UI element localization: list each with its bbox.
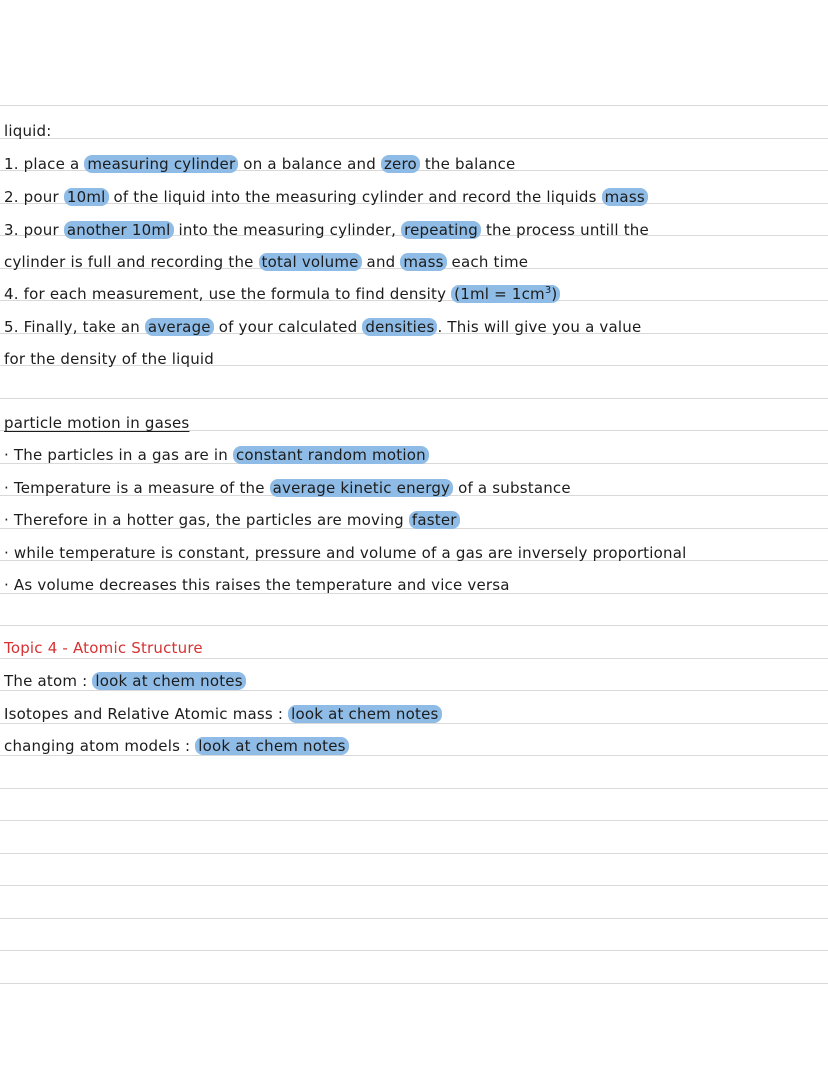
- highlight: [451, 285, 560, 303]
- highlight: mass: [400, 253, 446, 271]
- step-2: [4, 187, 824, 207]
- highlight: measuring cylinder: [84, 155, 238, 173]
- gas-bullet-1: [4, 445, 824, 465]
- ruled-line: [0, 398, 828, 399]
- highlight: total volume: [259, 253, 362, 271]
- text: each time: [446, 253, 529, 271]
- text: . This will give you a value: [437, 318, 642, 336]
- text: 1. place a: [4, 155, 85, 173]
- highlight: repeating: [401, 221, 481, 239]
- highlight: densities: [362, 318, 437, 336]
- highlight: mass: [602, 188, 648, 206]
- step-1: [4, 154, 824, 174]
- ruled-line: [0, 788, 828, 789]
- step-5b: for the density of the liquid: [4, 350, 215, 368]
- text: Isotopes and Relative Atomic mass :: [4, 705, 289, 723]
- text: of your calculated: [213, 318, 363, 336]
- heading-text: particle motion in gases: [4, 414, 190, 432]
- ruled-line: [0, 658, 828, 659]
- topic-4-row-3: [4, 736, 824, 756]
- text: the process untill the: [480, 221, 649, 239]
- ruled-line: [0, 950, 828, 951]
- highlight: look at chem notes: [288, 705, 441, 723]
- topic-4-row-2: [4, 704, 824, 724]
- text: the balance: [419, 155, 516, 173]
- ruled-line: [0, 625, 828, 626]
- gases-heading: [4, 413, 824, 433]
- text: · Temperature is a measure of the: [4, 479, 270, 497]
- gas-bullet-3: [4, 510, 824, 530]
- highlight: faster: [409, 511, 460, 529]
- text: 3. pour: [4, 221, 64, 239]
- gas-bullet-5: · As volume decreases this raises the temperature and vice versa: [4, 576, 510, 594]
- highlight: zero: [381, 155, 420, 173]
- text: changing atom models :: [4, 737, 196, 755]
- text: into the measuring cylinder,: [173, 221, 402, 239]
- step-4: [4, 284, 824, 304]
- text: (1ml = 1cm: [454, 285, 545, 303]
- highlight: constant random motion: [233, 446, 429, 464]
- text: 4. for each measurement, use the formula to find density: [4, 285, 452, 303]
- text: ): [551, 285, 558, 303]
- text: of a substance: [453, 479, 571, 497]
- ruled-line: [0, 885, 828, 886]
- step-3a: [4, 220, 824, 240]
- topic-4-heading: Topic 4 - Atomic Structure: [4, 639, 203, 657]
- ruled-line: [0, 820, 828, 821]
- text: · The particles in a gas are in: [4, 446, 233, 464]
- step-3b: [4, 252, 824, 272]
- highlight: look at chem notes: [195, 737, 348, 755]
- ruled-line: [0, 918, 828, 919]
- ruled-line: [0, 983, 828, 984]
- text: of the liquid into the measuring cylinder and record the liquids: [108, 188, 602, 206]
- text: 5. Finally, take an: [4, 318, 145, 336]
- text: The atom :: [4, 672, 93, 690]
- gas-bullet-2: [4, 478, 824, 498]
- text: 2. pour: [4, 188, 64, 206]
- gas-bullet-4: · while temperature is constant, pressure and volume of a gas are inversely proportional: [4, 544, 687, 562]
- highlight: look at chem notes: [92, 672, 245, 690]
- highlight: average: [145, 318, 214, 336]
- text: · Therefore in a hotter gas, the particles are moving: [4, 511, 409, 529]
- text: and: [361, 253, 401, 271]
- step-5a: [4, 317, 824, 337]
- text: cylinder is full and recording the: [4, 253, 259, 271]
- liquid-heading: liquid:: [4, 122, 52, 140]
- text: on a balance and: [238, 155, 381, 173]
- superscript: 3: [544, 285, 552, 296]
- ruled-line: [0, 853, 828, 854]
- topic-4-row-1: [4, 671, 824, 691]
- highlight: average kinetic energy: [270, 479, 454, 497]
- highlight: another 10ml: [64, 221, 174, 239]
- ruled-line: [0, 105, 828, 106]
- highlight: 10ml: [64, 188, 109, 206]
